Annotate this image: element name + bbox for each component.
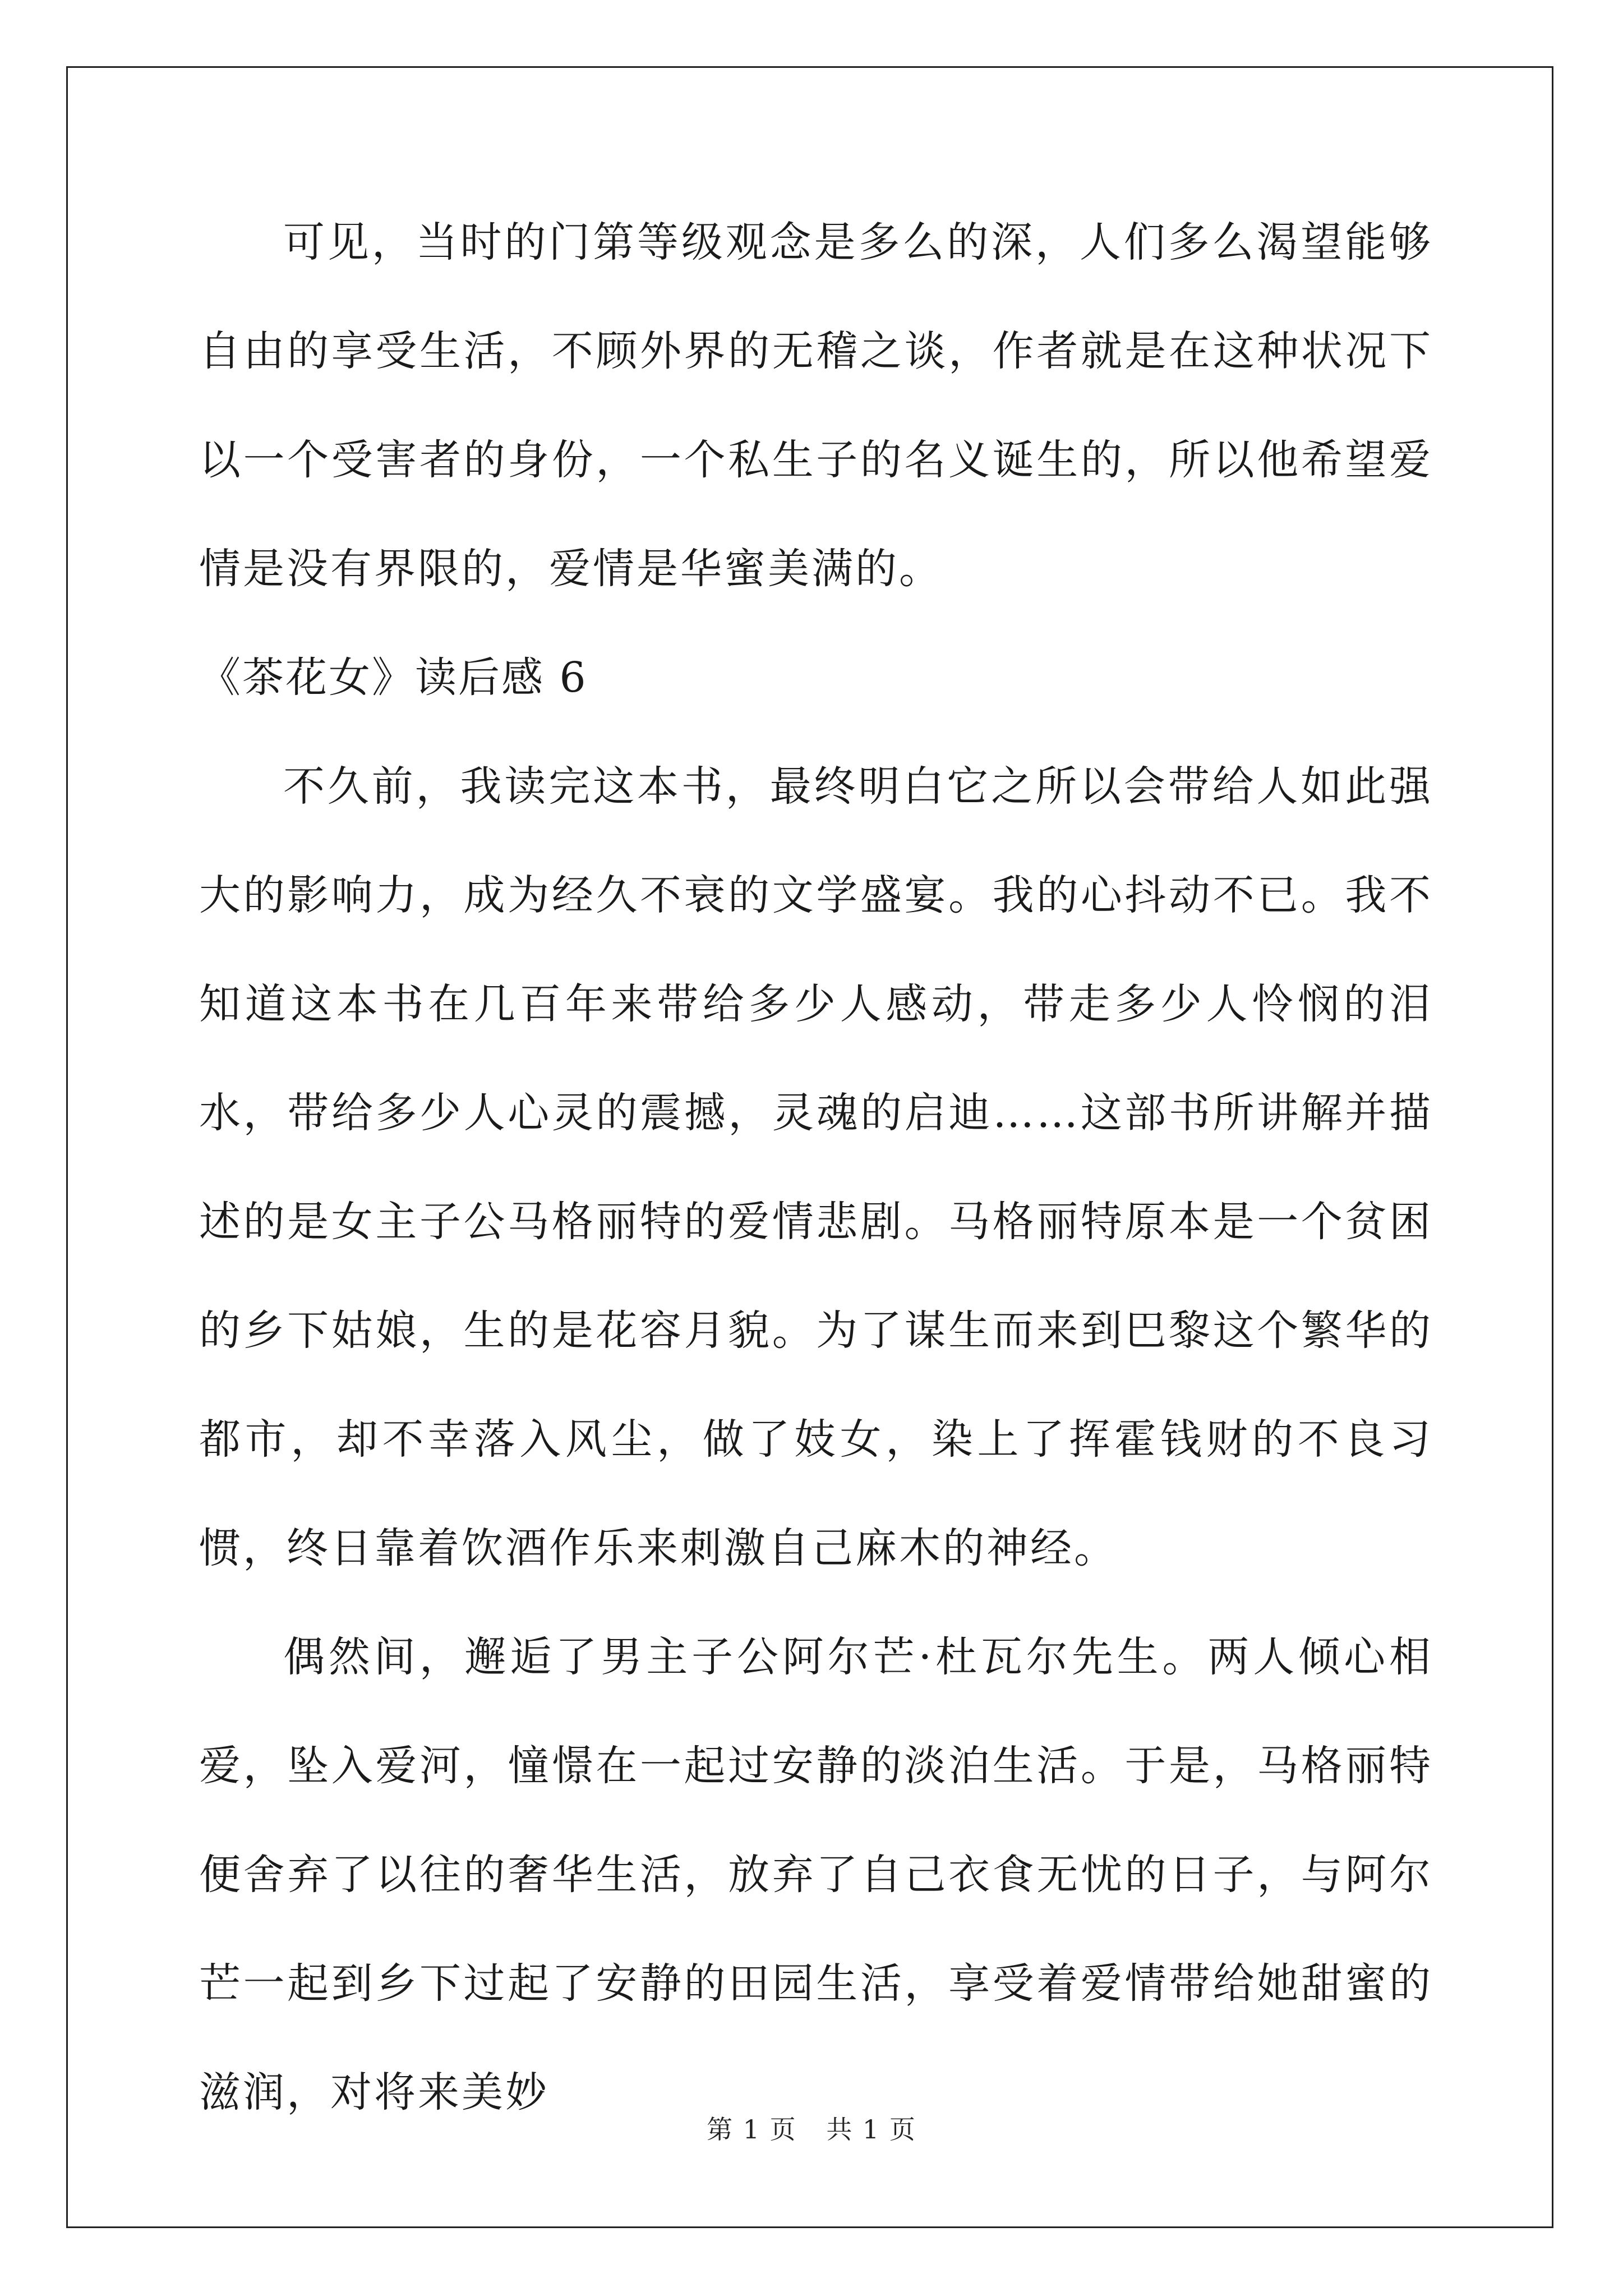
paragraph-1: 可见，当时的门第等级观念是多么的深，人们多么渴望能够自由的享受生活，不顾外界的无稽之谈，作者就是在这种状况下以一个受害者的身份，一个私生子的名义诞生的，所以他希望爱情是没有界限的，爱情是华蜜美满的。 — [199, 218, 1433, 593]
paragraph-3: 偶然间，邂逅了男主子公阿尔芒·杜瓦尔先生。两人倾心相爱，坠入爱河，憧憬在一起过安静的淡泊生活。于是，马格丽特便舍弃了以往的奢华生活，放弃了自己衣食无忧的日子，与阿尔芒一起到乡下过起了安静的田园生活，享受着爱情带给她甜蜜的滋润，对将来美妙 — [199, 1633, 1433, 2116]
page-total: 共 1 页 — [826, 2114, 916, 2145]
section-heading: 《茶花女》读后感 6 — [199, 654, 588, 702]
page-number: 第 1 页 — [707, 2114, 797, 2145]
document-body — [199, 188, 1433, 2147]
paragraph-2: 不久前，我读完这本书，最终明白它之所以会带给人如此强大的影响力，成为经久不衰的文学盛宴。我的心抖动不已。我不知道这本书在几百年来带给多少人感动，带走多少人怜悯的泪水，带给多少人心灵的震撼，灵魂的启迪……这部书所讲解并描述的是女主子公马格丽特的爱情悲剧。马格丽特原本是一个贫困的乡下姑娘，生的是花容月貌。为了谋生而来到巴黎这个繁华的都市，却不幸落入风尘，做了妓女，染上了挥霍钱财的不良习惯，终日靠着饮酒作乐来刺激自己麻木的神经。 — [199, 762, 1433, 1572]
page-footer — [0, 2109, 1623, 2146]
